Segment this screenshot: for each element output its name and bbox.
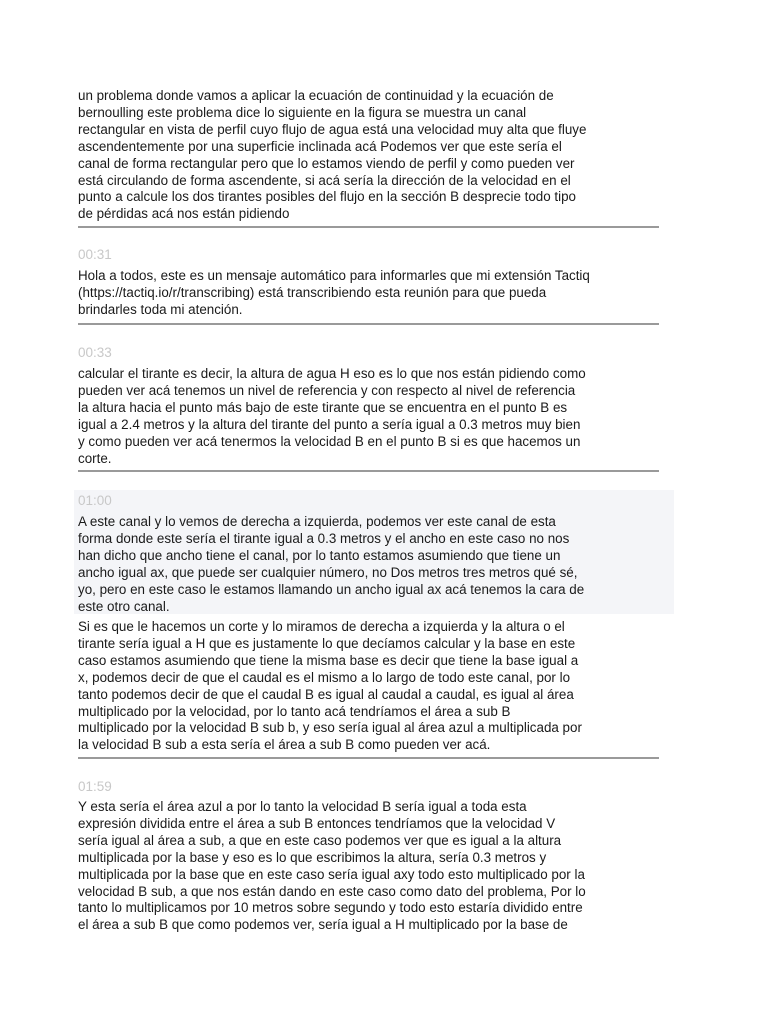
timestamp: 01:00 [78,493,112,508]
transcript-paragraph: Y esta sería el área azul a por lo tanto la velocidad B sería igual a toda esta expresión dividida entre el área a sub B entonces tendríamos que la velocidad V sería igual al área a sub, a que en este caso podemos ver que es igual a la altura multiplicada por la base y eso es lo que escribimos la altura, sería 0.3 metros y multiplicada por la base que en este caso sería igual axy todo esto multiplicado por la velocidad B sub, a que nos están dando en este caso como dato del problema, Por lo tanto lo multiplicamos por 10 metros sobre segundo y todo esto estaría dividido entre el área a sub B que como podemos ver, sería igual a H multiplicado por la base de [78,799,586,933]
timestamp: 00:33 [78,345,112,360]
transcript-paragraph: Hola a todos, este es un mensaje automático para informarles que mi extensión Tactiq (https://tactiq.io/r/transcribing) está transcribiendo esta reunión para que pueda brindarles toda mi atención. [78,268,590,317]
segment-divider [78,470,659,472]
transcript-paragraph: Si es que le hacemos un corte y lo miramos de derecha a izquierda y la altura o el tirante sería igual a H que es justamente lo que decíamos calcular y la base en este caso estamos asumiendo que tiene la misma base es decir que tiene la base igual a x, podemos decir de que el caudal es el mismo a lo largo de todo este canal, por lo tanto podemos decir de que el caudal B es igual al caudal a caudal, es igual al área multiplicado por la velocidad, por lo tanto acá tendríamos el área a sub B multiplicado por la velocidad B sub b, y eso sería igual al área azul a multiplicada por la velocidad B sub a esta sería el área a sub B como pueden ver acá. [78,619,582,753]
timestamp: 00:31 [78,247,112,262]
segment-divider [78,757,659,759]
timestamp: 01:59 [78,779,112,794]
transcript-paragraph: A este canal y lo vemos de derecha a izquierda, podemos ver este canal de esta forma donde este sería el tirante igual a 0.3 metros y el ancho en este caso no nos han dicho que ancho tiene el canal, por lo tanto estamos asumiendo que tiene un ancho igual ax, que puede ser cualquier número, no Dos metros tres metros qué sé, yo, pero en este caso le estamos llamando un ancho igual ax acá tenemos la cara de este otro canal. [78,514,585,614]
transcript-paragraph: un problema donde vamos a aplicar la ecuación de continuidad y la ecuación de bernoulling este problema dice lo siguiente en la figura se muestra un canal rectangular en vista de perfil cuyo flujo de agua está una velocidad muy alta que fluye ascendentemente por una superficie inclinada acá Podemos ver que este sería el canal de forma rectangular pero que lo estamos viendo de perfil y como pueden ver está circulando de forma ascendente, si acá sería la dirección de la velocidad en el punto a calcule los dos tirantes posibles del flujo en la sección B desprecie todo tipo de pérdidas acá nos están pidiendo [78,88,587,222]
segment-divider [78,226,659,228]
segment-divider [78,323,659,325]
transcript-paragraph: calcular el tirante es decir, la altura de agua H eso es lo que nos están pidiendo como pueden ver acá tenemos un nivel de referencia y con respecto al nivel de referencia la altura hacia el punto más bajo de este tirante que se encuentra en el punto B es igual a 2.4 metros y la altura del tirante del punto a sería igual a 0.3 metros muy bien y como pueden ver acá tenermos la velocidad B en el punto B si es que hacemos un corte. [78,366,586,466]
